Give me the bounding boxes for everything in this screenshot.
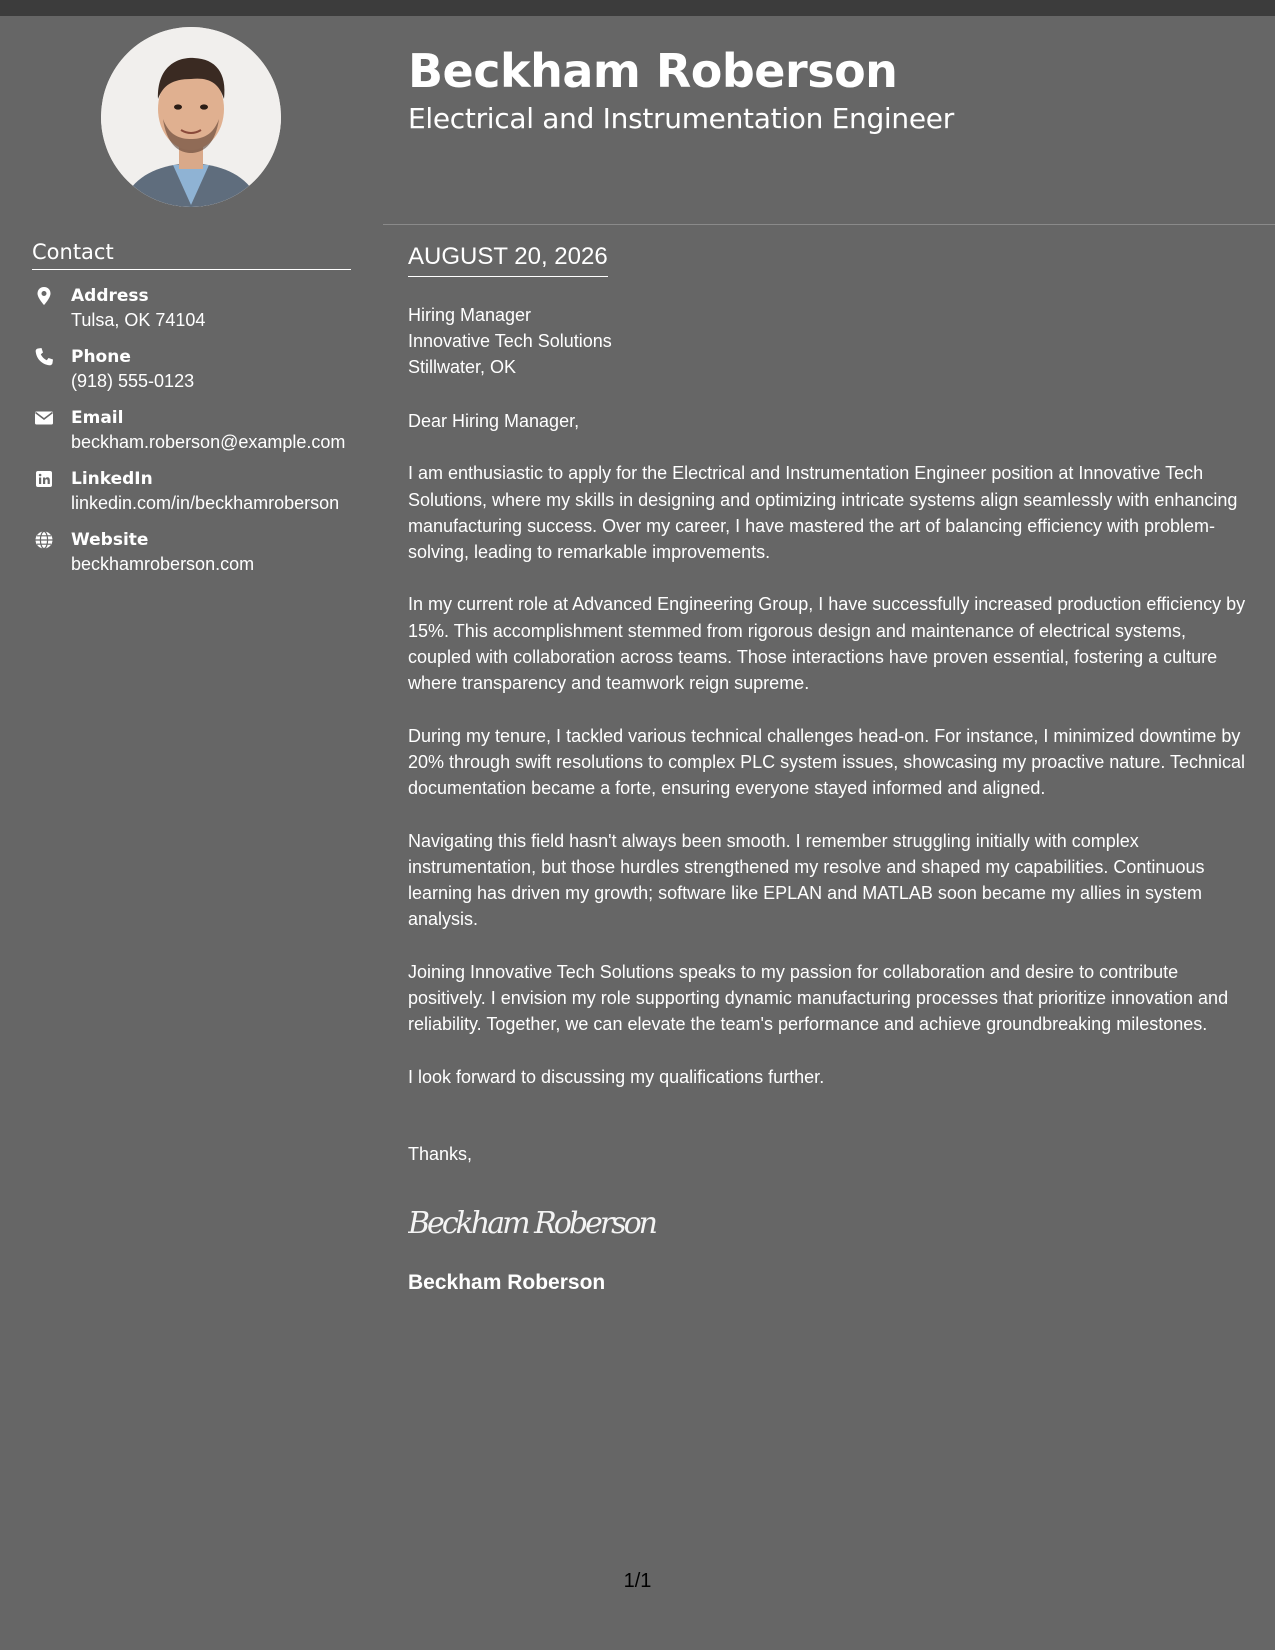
paragraph: Navigating this field hasn't always been smooth. I remember struggling initially with complex instrumentation, but those hurdles strengthened my resolve and shaped my capabilities. Continuous learning has driven my growth; software like EPLAN and MATLAB soon became my allies in system analysis. — [408, 830, 1205, 930]
signature — [408, 1199, 668, 1243]
contact-label: Website — [71, 530, 149, 550]
contact-item-address — [32, 284, 351, 332]
envelope-icon — [34, 408, 54, 428]
paragraph: During my tenure, I tackled various technical challenges head-on. For instance, I minimized downtime by 20% through swift resolutions to complex PLC system issues, showcasing my proactive nature. Technical documentation became a forte, ensuring everyone stayed informed and aligned. — [408, 725, 1246, 799]
email-value[interactable]: beckham.roberson@example.com — [71, 432, 346, 452]
signed-name: Beckham Roberson — [408, 1270, 606, 1294]
page-number: 1/1 — [623, 1570, 652, 1592]
contact-label: LinkedIn — [71, 469, 153, 489]
closing: Thanks, — [408, 1143, 473, 1164]
contact-section — [32, 240, 351, 589]
recipient-line: Innovative Tech Solutions — [408, 331, 612, 351]
letter-body — [408, 243, 1254, 1295]
website-value[interactable]: beckhamroberson.com — [71, 554, 255, 574]
job-title: Electrical and Instrumentation Engineer — [408, 102, 954, 135]
phone-icon — [34, 347, 54, 367]
signature-script: Beckham Roberson — [408, 1205, 658, 1241]
contact-list — [32, 284, 351, 576]
address-value: Tulsa, OK 74104 — [71, 310, 206, 330]
map-pin-icon — [34, 286, 54, 306]
paragraph: Joining Innovative Tech Solutions speaks to my passion for collaboration and desire to contribute positively. I envision my role supporting dynamic manufacturing processes that prioritize innovation and reliability. Together, we can elevate the team's performance and achieve groundbreaking milestones. — [408, 961, 1229, 1035]
contact-heading: Contact — [32, 240, 351, 270]
linkedin-icon — [34, 469, 54, 489]
paragraph: In my current role at Advanced Engineering Group, I have successfully increased production efficiency by 15%. This accomplishment stemmed from rigorous design and maintenance of electrical systems, coupled with collaboration across teams. Those interactions have proven essential, fostering a culture where transparency and teamwork reign supreme. — [408, 594, 1246, 694]
paragraph: I look forward to discussing my qualifications further. — [408, 1066, 825, 1087]
applicant-name: Beckham Roberson — [408, 44, 898, 98]
recipient-block — [408, 302, 1254, 380]
linkedin-value[interactable]: linkedin.com/in/beckhamroberson — [71, 493, 340, 513]
contact-label: Address — [71, 286, 149, 306]
contact-item-phone — [32, 345, 351, 393]
paragraph: I am enthusiastic to apply for the Electrical and Instrumentation Engineer position at Innovative Tech Solutions, where my skills in designing and optimizing intricate systems align seamlessly with enhancing manufacturing success. Over my career, I have mastered the art of balancing efficiency with problem-solving, leading to remarkable improvements. — [408, 463, 1238, 563]
contact-label: Email — [71, 408, 124, 428]
recipient-line: Hiring Manager — [408, 305, 532, 325]
phone-value: (918) 555-0123 — [71, 371, 195, 391]
avatar — [101, 27, 281, 207]
top-bar — [0, 0, 1275, 16]
contact-label: Phone — [71, 347, 131, 367]
header-divider — [383, 224, 1275, 225]
contact-item-linkedin — [32, 467, 351, 515]
globe-icon — [34, 530, 54, 550]
recipient-line: Stillwater, OK — [408, 357, 517, 377]
letter-date: AUGUST 20, 2026 — [408, 243, 608, 277]
greeting: Dear Hiring Manager, — [408, 411, 580, 431]
contact-item-email — [32, 406, 351, 454]
contact-item-website — [32, 528, 351, 576]
